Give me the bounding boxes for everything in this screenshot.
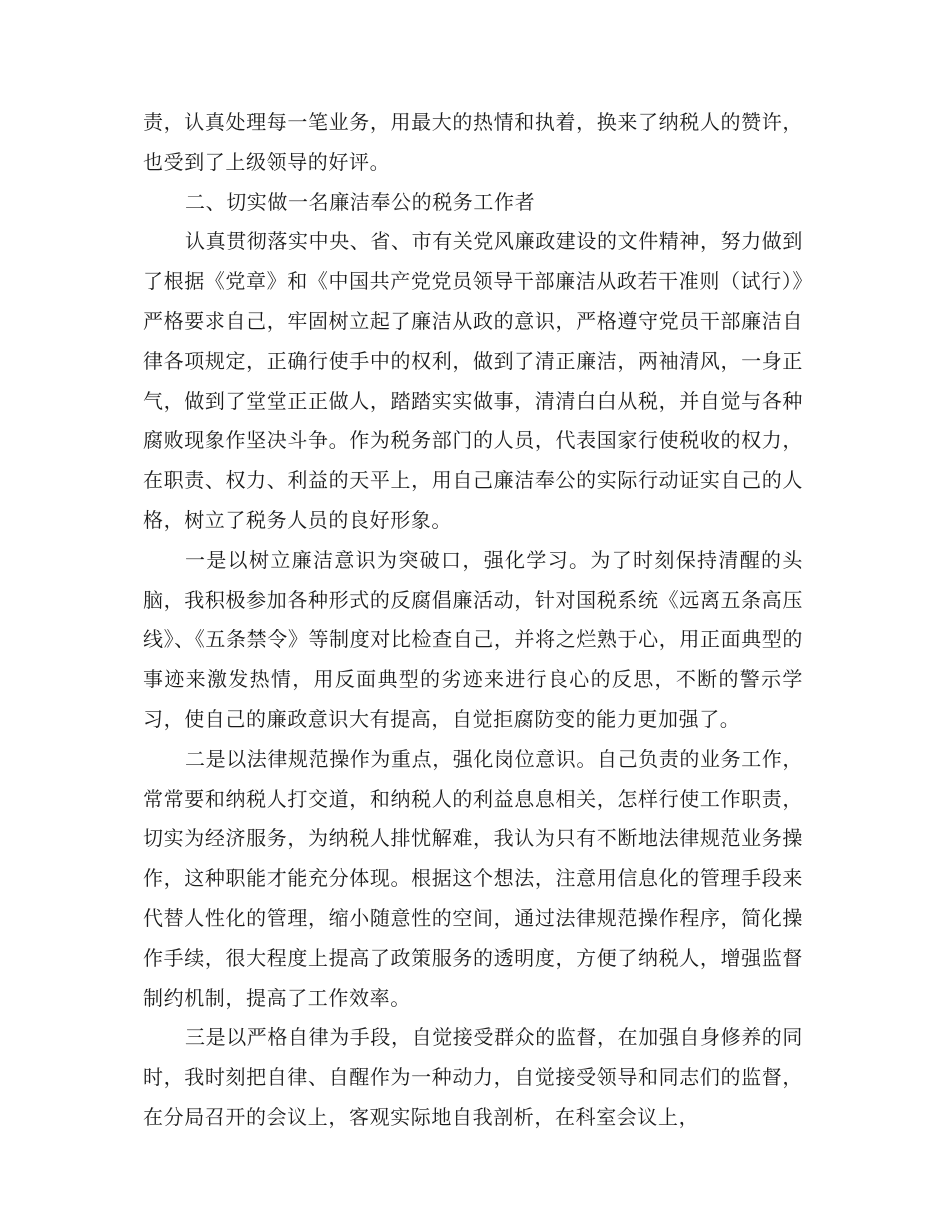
paragraph-point-two: 二是以法律规范操作为重点，强化岗位意识。自己负责的业务工作，常常要和纳税人打交道，和纳税人的利益息息相关，怎样行使工作职责，切实为经济服务，为纳税人排忧解难，我认为只有不断地法律规范业务操作，这种职能才能充分体现。根据这个想法，注意用信息化的管理手段来代替人性化的管理，缩小随意性的空间，通过法律规范操作程序，简化操作手续，很大程度上提高了政策服务的透明度，方便了纳税人，增强监督制约机制，提高了工作效率。 xyxy=(143,746,803,1010)
document-page xyxy=(143,103,803,1138)
paragraph-point-three: 三是以严格自律为手段，自觉接受群众的监督，在加强自身修养的同时，我时刻把自律、自醒作为一种动力，自觉接受领导和同志们的监督，在分局召开的会议上，客观实际地自我剖析，在科室会议上， xyxy=(143,1025,803,1129)
paragraph-continuation: 责，认真处理每一笔业务，用最大的热情和执着，换来了纳税人的赞许，也受到了上级领导的好评。 xyxy=(143,110,803,174)
paragraph-point-one: 一是以树立廉洁意识为突破口，强化学习。为了时刻保持清醒的头脑，我积极参加各种形式的反腐倡廉活动，针对国税系统《远离五条高压线》、《五条禁令》等制度对比检查自己，并将之烂熟于心，用正面典型的事迹来激发热情，用反面典型的劣迹来进行良心的反思，不断的警示学习，使自己的廉政意识大有提高，自觉拒腐防变的能力更加强了。 xyxy=(143,547,803,731)
section-heading: 二、切实做一名廉洁奉公的税务工作者 xyxy=(185,189,536,214)
paragraph-integrity: 认真贯彻落实中央、省、市有关党风廉政建设的文件精神，努力做到了根据《党章》和《中国共产党党员领导干部廉洁从政若干准则（试行）》严格要求自己，牢固树立起了廉洁从政的意识，严格遵守党员干部廉洁自律各项规定，正确行使手中的权利，做到了清正廉洁，两袖清风，一身正气，做到了堂堂正正做人，踏踏实实做事，清清白白从税，并自觉与各种腐败现象作坚决斗争。作为税务部门的人员，代表国家行使税收的权力，在职责、权力、利益的天平上，用自己廉洁奉公的实际行动证实自己的人格，树立了税务人员的良好形象。 xyxy=(143,229,803,532)
